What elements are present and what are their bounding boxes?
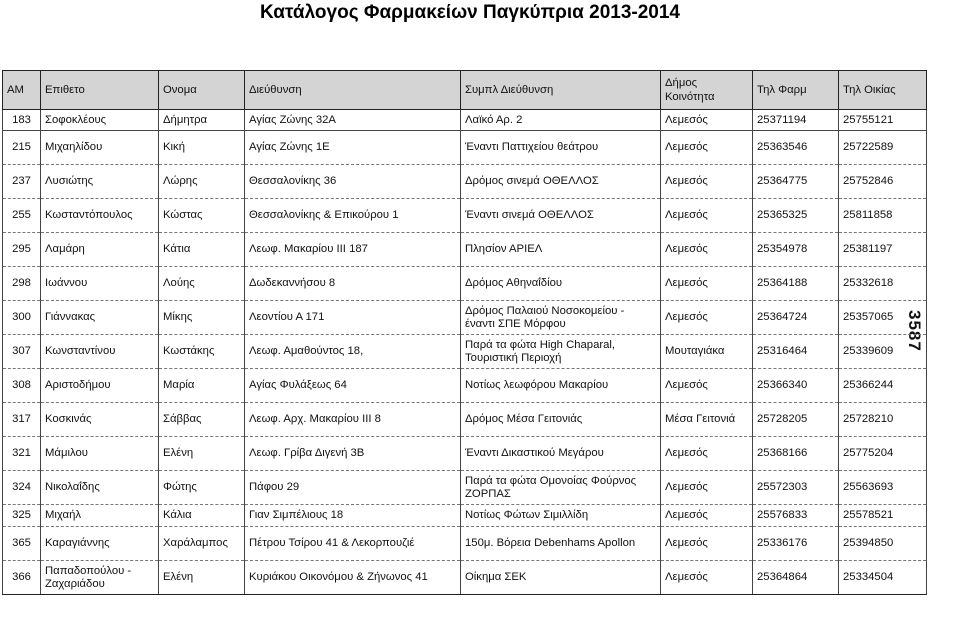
cell-address: Δωδεκαννήσου 8 [245, 267, 461, 301]
cell-surname: Μιχαηλίδου [41, 131, 159, 165]
cell-am: 298 [3, 267, 41, 301]
cell-tel-home: 25332618 [839, 267, 927, 301]
cell-extra-address: Δρόμος Αθηναΐδίου [461, 267, 661, 301]
cell-tel-home: 25394850 [839, 527, 927, 561]
cell-address: Θεσσαλονίκης & Επικούρου 1 [245, 199, 461, 233]
cell-name: Χαράλαμπος [159, 527, 245, 561]
cell-tel-home: 25381197 [839, 233, 927, 267]
cell-municipality: Λεμεσός [661, 561, 753, 595]
cell-address: Πάφου 29 [245, 471, 461, 505]
cell-am: 366 [3, 561, 41, 595]
cell-surname: Παπαδοπούλου - Ζαχαριάδου [41, 561, 159, 595]
page-title: Κατάλογος Φαρμακείων Παγκύπρια 2013-2014 [259, 2, 680, 23]
cell-surname: Καραγιάννης [41, 527, 159, 561]
cell-tel-pharm: 25364724 [753, 301, 839, 335]
cell-tel-pharm: 25363546 [753, 131, 839, 165]
cell-tel-pharm: 25371194 [753, 110, 839, 131]
cell-tel-home: 25752846 [839, 165, 927, 199]
cell-address: Λεωφ. Αρχ. Μακαρίου ΙΙΙ 8 [245, 403, 461, 437]
cell-tel-pharm: 25728205 [753, 403, 839, 437]
header-tel-pharm: Τηλ Φαρμ [753, 71, 839, 110]
cell-municipality: Μουταγιάκα [661, 335, 753, 369]
cell-name: Κάλια [159, 505, 245, 527]
cell-tel-home: 25722589 [839, 131, 927, 165]
cell-tel-pharm: 25364775 [753, 165, 839, 199]
cell-tel-pharm: 25576833 [753, 505, 839, 527]
header-municipality: Δήμος Κοινότητα [661, 71, 753, 110]
cell-surname: Γιάννακας [41, 301, 159, 335]
cell-municipality: Λεμεσός [661, 471, 753, 505]
table-row [3, 527, 927, 561]
cell-surname: Νικολαΐδης [41, 471, 159, 505]
table-row [3, 301, 927, 335]
cell-name: Ελένη [159, 437, 245, 471]
cell-address: Θεσσαλονίκης 36 [245, 165, 461, 199]
table-row [3, 199, 927, 233]
cell-name: Κάτια [159, 233, 245, 267]
header-am: AM [3, 71, 41, 110]
cell-extra-address: Πλησίον ΑΡΙΕΛ [461, 233, 661, 267]
cell-tel-pharm: 25368166 [753, 437, 839, 471]
cell-extra-address: Παρά τα φώτα Ομονοίας Φούρνος ΖΟΡΠΑΣ [461, 471, 661, 505]
cell-surname: Μάμιλου [41, 437, 159, 471]
cell-tel-pharm: 25572303 [753, 471, 839, 505]
cell-extra-address: Νοτίως Φώτων Σιμιλλίδη [461, 505, 661, 527]
cell-extra-address: Έναντι σινεμά ΟΘΕΛΛΟΣ [461, 199, 661, 233]
cell-tel-home: 25339609 [839, 335, 927, 369]
cell-municipality: Λεμεσός [661, 233, 753, 267]
cell-am: 307 [3, 335, 41, 369]
table-row [3, 267, 927, 301]
cell-address: Λεοντίου Α 171 [245, 301, 461, 335]
cell-surname: Μιχαήλ [41, 505, 159, 527]
cell-extra-address: Λαϊκό Αρ. 2 [461, 110, 661, 131]
table-row [3, 561, 927, 595]
cell-name: Μίκης [159, 301, 245, 335]
cell-extra-address: Δρόμος Μέσα Γειτονιάς [461, 403, 661, 437]
cell-surname: Αριστοδήμου [41, 369, 159, 403]
cell-surname: Σοφοκλέους [41, 110, 159, 131]
cell-am: 300 [3, 301, 41, 335]
table-row [3, 471, 927, 505]
cell-am: 237 [3, 165, 41, 199]
cell-municipality: Μέσα Γειτονιά [661, 403, 753, 437]
cell-tel-home: 25334504 [839, 561, 927, 595]
cell-tel-home: 25755121 [839, 110, 927, 131]
table-row [3, 403, 927, 437]
cell-name: Λώρης [159, 165, 245, 199]
cell-tel-pharm: 25354978 [753, 233, 839, 267]
cell-extra-address: Έναντι Παττιχείου θεάτρου [461, 131, 661, 165]
table-row [3, 165, 927, 199]
cell-address: Αγίας Φυλάξεως 64 [245, 369, 461, 403]
table-body [3, 110, 927, 595]
cell-municipality: Λεμεσός [661, 199, 753, 233]
cell-name: Σάββας [159, 403, 245, 437]
cell-extra-address: 150μ. Βόρεια Debenhams Apollon [461, 527, 661, 561]
cell-tel-pharm: 25336176 [753, 527, 839, 561]
cell-address: Αγίας Ζώνης 1Ε [245, 131, 461, 165]
cell-am: 324 [3, 471, 41, 505]
cell-extra-address: Δρόμος σινεμά ΟΘΕΛΛΟΣ [461, 165, 661, 199]
table-row [3, 233, 927, 267]
cell-tel-pharm: 25366340 [753, 369, 839, 403]
cell-municipality: Λεμεσός [661, 301, 753, 335]
cell-name: Μαρία [159, 369, 245, 403]
cell-am: 317 [3, 403, 41, 437]
cell-address: Λεωφ. Γρίβα Διγενή 3Β [245, 437, 461, 471]
cell-tel-home: 25775204 [839, 437, 927, 471]
cell-name: Κωστάκης [159, 335, 245, 369]
cell-municipality: Λεμεσός [661, 110, 753, 131]
table-row [3, 335, 927, 369]
header-tel-home: Τηλ Οικίας [839, 71, 927, 110]
table-row [3, 369, 927, 403]
side-page-number: 3587 [905, 310, 924, 352]
header-name: Ονομα [159, 71, 245, 110]
cell-tel-pharm: 25365325 [753, 199, 839, 233]
cell-municipality: Λεμεσός [661, 437, 753, 471]
cell-surname: Κοσκινάς [41, 403, 159, 437]
cell-am: 255 [3, 199, 41, 233]
cell-extra-address: Νοτίως λεωφόρου Μακαρίου [461, 369, 661, 403]
cell-address: Κυριάκου Οικονόμου & Ζήνωνος 41 [245, 561, 461, 595]
table-row [3, 131, 927, 165]
cell-tel-home: 25563693 [839, 471, 927, 505]
cell-name: Κώστας [159, 199, 245, 233]
cell-municipality: Λεμεσός [661, 369, 753, 403]
cell-name: Λούης [159, 267, 245, 301]
cell-am: 325 [3, 505, 41, 527]
cell-tel-pharm: 25364864 [753, 561, 839, 595]
cell-am: 183 [3, 110, 41, 131]
cell-am: 215 [3, 131, 41, 165]
header-address: Διεύθυνση [245, 71, 461, 110]
cell-municipality: Λεμεσός [661, 165, 753, 199]
table-row [3, 110, 927, 131]
cell-am: 295 [3, 233, 41, 267]
cell-name: Φώτης [159, 471, 245, 505]
cell-am: 365 [3, 527, 41, 561]
table-row [3, 437, 927, 471]
table-row [3, 505, 927, 527]
cell-am: 308 [3, 369, 41, 403]
cell-tel-pharm: 25364188 [753, 267, 839, 301]
cell-surname: Λαμάρη [41, 233, 159, 267]
pharmacy-table [2, 70, 927, 595]
cell-tel-home: 25578521 [839, 505, 927, 527]
cell-address: Λεωφ. Μακαρίου ΙΙΙ 187 [245, 233, 461, 267]
cell-name: Ελένη [159, 561, 245, 595]
table-header-row [3, 71, 927, 110]
cell-tel-home: 25728210 [839, 403, 927, 437]
header-extra-address: Συμπλ Διεύθυνση [461, 71, 661, 110]
cell-extra-address: Οίκημα ΣΕΚ [461, 561, 661, 595]
cell-surname: Λυσιώτης [41, 165, 159, 199]
cell-municipality: Λεμεσός [661, 505, 753, 527]
cell-am: 321 [3, 437, 41, 471]
cell-extra-address: Έναντι Δικαστικού Μεγάρου [461, 437, 661, 471]
cell-address: Γιαν Σιμπέλιους 18 [245, 505, 461, 527]
cell-surname: Ιωάννου [41, 267, 159, 301]
cell-extra-address: Παρά τα φώτα High Chaparal, Τουριστική Περιοχή [461, 335, 661, 369]
cell-municipality: Λεμεσός [661, 267, 753, 301]
cell-tel-home: 25357065 [839, 301, 927, 335]
cell-address: Λεωφ. Αμαθούντος 18, [245, 335, 461, 369]
cell-extra-address: Δρόμος Παλαιού Νοσοκομείου - έναντι ΣΠΕ Μόρφου [461, 301, 661, 335]
cell-tel-home: 25811858 [839, 199, 927, 233]
cell-address: Πέτρου Τσίρου 41 & Λεκορπουζιέ [245, 527, 461, 561]
cell-municipality: Λεμεσός [661, 527, 753, 561]
cell-surname: Κωνσταντίνου [41, 335, 159, 369]
cell-tel-pharm: 25316464 [753, 335, 839, 369]
cell-name: Δήμητρα [159, 110, 245, 131]
cell-surname: Κωσταντόπουλος [41, 199, 159, 233]
cell-address: Αγίας Ζώνης 32Α [245, 110, 461, 131]
header-surname: Επιθετο [41, 71, 159, 110]
cell-name: Κική [159, 131, 245, 165]
cell-tel-home: 25366244 [839, 369, 927, 403]
cell-municipality: Λεμεσός [661, 131, 753, 165]
